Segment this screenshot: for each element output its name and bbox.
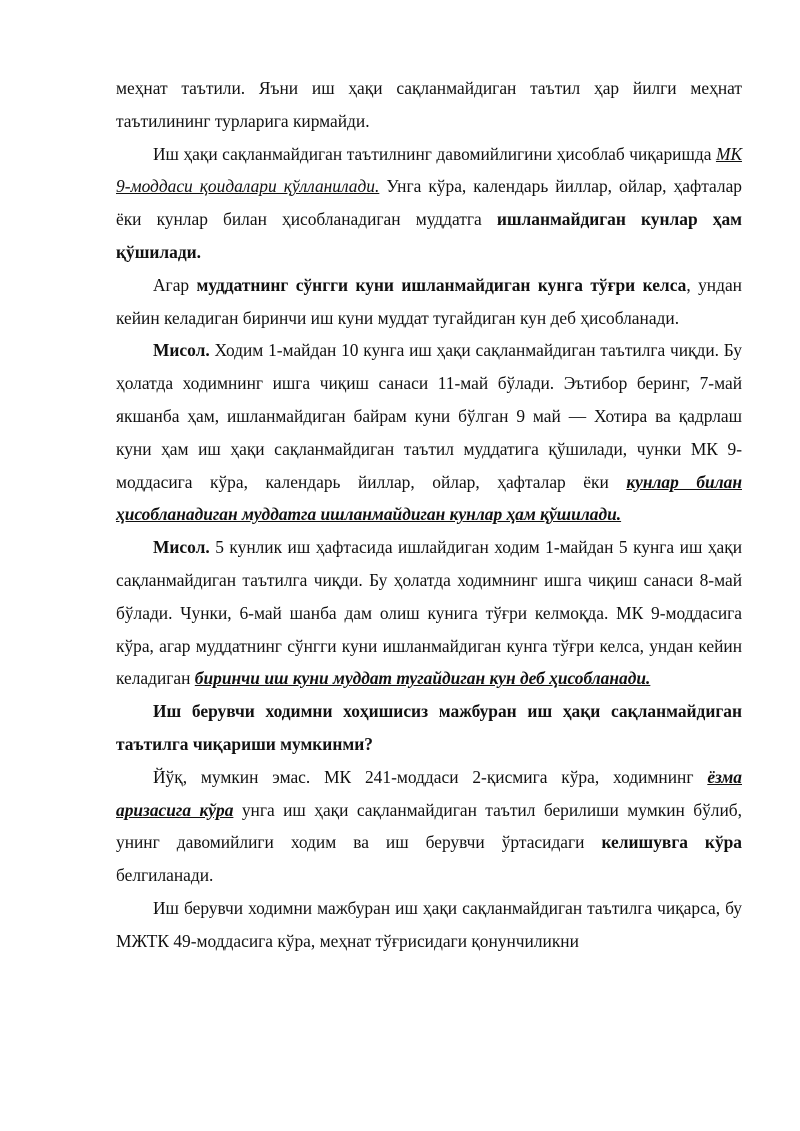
emphasis-bold: муддатнинг сўнгги куни ишланмайдиган кунга тўғри келса [196, 274, 687, 295]
emphasis-bold: келишувга кўра [601, 832, 743, 853]
text-run: Агар [153, 274, 197, 295]
text-run: 5 кунлик иш ҳафтасида ишлайдиган ходим 1-майдан 5 кунга иш ҳақи сақланмайдиган таътилга чиқди. Бу ҳолатда ходимнинг ишга чиқиш санаси 8-май бўлади. Чунки, 6-май шанба дам олиш кунига тўғри келмоқда. МК 9-моддасига кўра, агар муддатнинг сўнгги куни ишланмайдиган кунга тўғри келса, ундан кейин келадиган [116, 537, 742, 689]
text-run: Ходим 1-майдан 10 кунга иш ҳақи сақланмайдиган таътилга чиқди. Бу ҳолатда ходимнинг ишга чиқиш санаси 11-май бўлади. Эътибор беринг, 7-май якшанба ҳам, ишланмайдиган байрам куни бўлган 9 май — Хотира ва қадрлаш куни ҳам иш ҳақи сақланмайдиган таътил муддатига қўшилади, чунки МК 9-моддасига кўра, календарь йиллар, ойлар, ҳафталар ёки [116, 340, 742, 492]
paragraph-answer [116, 761, 742, 892]
question-heading [116, 695, 742, 761]
emphasis-bold-italic-underlined: ёзма аризасига кўра [116, 766, 742, 820]
paragraph-example-2 [116, 531, 742, 695]
example-label: Мисол. [153, 340, 210, 361]
paragraph-1 [116, 72, 742, 138]
paragraph-8 [116, 892, 742, 958]
text-run: , ундан кейин келадиган биринчи иш куни муддат тугайдиган кун деб ҳисобланади. [116, 274, 742, 328]
question-text: Иш берувчи ходимни хоҳишисиз мажбуран иш ҳақи сақланмайдиган таътилга чиқариши мумкинми? [116, 701, 742, 754]
emphasis-underlined: МК 9-моддаси қоидалари қўлланилади. [116, 143, 742, 197]
text-run: унга иш ҳақи сақланмайдиган таътил берилиши мумкин бўлиб, унинг давомийлиги ходим ва иш берувчи ўртасидаги [116, 799, 742, 853]
text-run: Иш берувчи ходимни мажбуран иш ҳақи сақланмайдиган таътилга чиқарса, бу МЖТК 49-моддасига кўра, меҳнат тўғрисидаги қонунчиликни [116, 897, 742, 951]
example-label: Мисол. [153, 537, 210, 558]
paragraph-example-1 [116, 334, 742, 531]
emphasis-bold-italic-underlined: биринчи иш куни муддат тугайдиган кун деб ҳисобланади. [194, 668, 651, 689]
text-run: Йўқ, мумкин эмас. МК 241-моддаси 2-қисмига кўра, ходимнинг [153, 766, 708, 787]
paragraph-3 [116, 269, 742, 335]
emphasis-bold: ишланмайдиган кунлар ҳам қўшилади. [116, 209, 742, 262]
text-run: меҳнат таътили. Яъни иш ҳақи сақланмайдиган таътил ҳар йилги меҳнат таътилининг турларига кирмайди. [116, 78, 742, 131]
text-run: Унга кўра, календарь йиллар, ойлар, ҳафталар ёки кунлар билан ҳисобланадиган муддатга [116, 176, 742, 230]
paragraph-2 [116, 138, 742, 269]
document-page [116, 72, 742, 958]
text-run: белгиланади. [116, 865, 214, 886]
emphasis-bold-italic-underlined: кунлар билан ҳисобланадиган муддатга ишланмайдиган кунлар ҳам қўшилади. [116, 471, 742, 525]
text-run: Иш ҳақи сақланмайдиган таътилнинг давомийлигини ҳисоблаб чиқаришда [153, 143, 716, 164]
